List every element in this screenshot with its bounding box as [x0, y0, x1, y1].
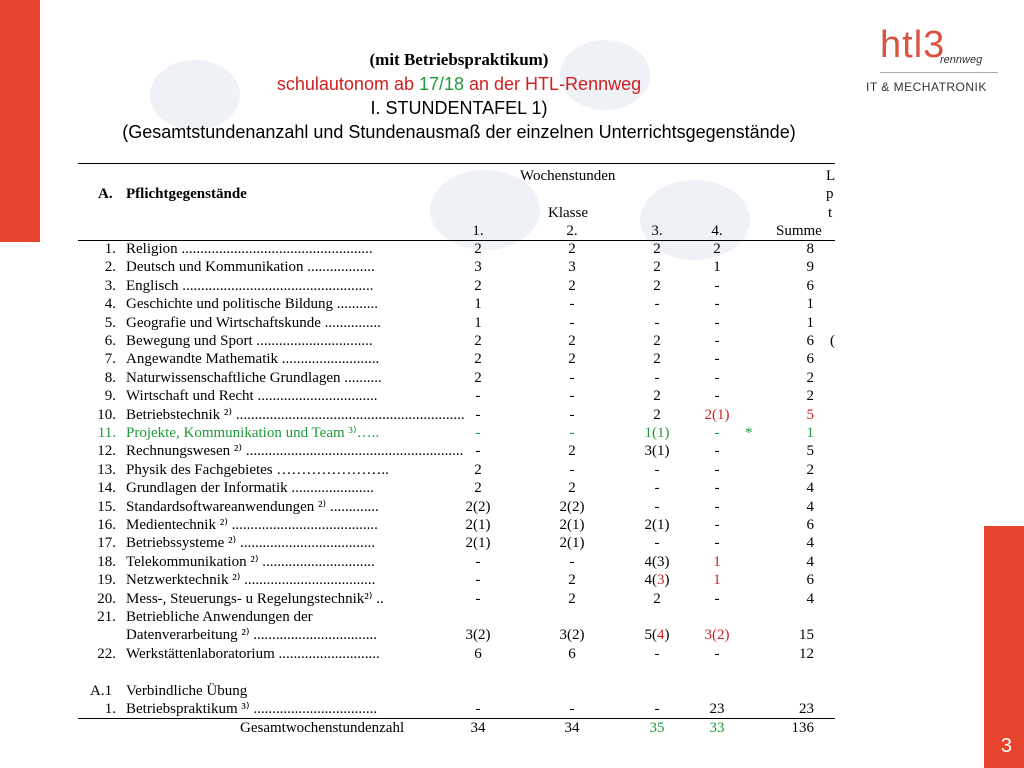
row-value-summe: 1	[806, 425, 814, 441]
row-value-col1: 2	[474, 369, 482, 386]
row-value-col2: 3	[568, 259, 576, 276]
row-number: 11.	[97, 425, 116, 441]
header-cut-p: p	[826, 186, 834, 202]
total-summe: 136	[791, 720, 814, 736]
row-value-col4: 2(1)	[704, 406, 730, 423]
header-wochenstunden: Wochenstunden	[520, 168, 616, 184]
row-value-summe: 5	[806, 406, 814, 423]
row-number: 14.	[97, 480, 116, 497]
row-value-col2: 2	[568, 351, 576, 368]
header-col-1: 1.	[472, 223, 484, 239]
row-value-col3: 2	[653, 259, 661, 276]
row-value-col3: -	[654, 645, 660, 662]
title2-part-a: schulautonom ab	[276, 74, 419, 94]
row-value-col1: -	[475, 553, 481, 570]
row-value-col3: 2	[653, 388, 661, 405]
row-value-col4: -	[714, 277, 720, 294]
row-value-col4: 2	[713, 241, 721, 257]
row-value-col3: 2(1)	[644, 517, 670, 533]
row-number: 21.	[97, 609, 116, 625]
row-value-col4: 1	[713, 259, 721, 276]
row-value-summe: 4	[806, 590, 814, 607]
row-value-col1: 2	[474, 461, 482, 478]
row-number: 3.	[104, 277, 116, 294]
title-stundentafel: I. STUNDENTAFEL 1)	[370, 98, 548, 118]
row-value-col4: -	[714, 535, 720, 552]
row-number: 17.	[97, 535, 116, 552]
title-gesamtstundenanzahl: (Gesamtstundenanzahl und Stundenausmaß der einzelnen Unterrichtsgegenstände)	[122, 122, 796, 142]
row-value-col2: -	[569, 553, 575, 570]
row-value-col3: -	[654, 461, 660, 478]
cloud-shape	[150, 60, 240, 130]
row-value-summe: 1	[806, 296, 814, 313]
a1-section: A.1	[90, 683, 113, 699]
header-section: A.	[98, 186, 113, 202]
row-value-col2: 2(1)	[559, 535, 585, 552]
row-value-col3: 2	[653, 351, 661, 368]
row-value-col3: 2	[653, 277, 661, 294]
row-value-col3: 2	[653, 333, 661, 349]
header-col-2: 2.	[566, 223, 578, 239]
page-number: 3	[1000, 735, 1012, 757]
a1-value-summe: 23	[799, 701, 814, 717]
row-value-col4: -	[714, 314, 720, 331]
row-label: Standardsoftwareanwendungen ²⁾ .............	[126, 498, 379, 515]
row-value-col3: -	[654, 498, 660, 515]
row-number: 12.	[97, 443, 116, 460]
row-value-col4: -	[714, 296, 720, 313]
row-label: Datenverarbeitung ²⁾ .................................	[126, 627, 378, 644]
row-value-col3: -	[654, 369, 660, 386]
row-number: 1.	[104, 241, 116, 257]
row-number: 22.	[97, 645, 116, 662]
row-value-col2: 6	[568, 645, 576, 662]
total-label: Gesamtwochenstundenzahl	[240, 720, 405, 736]
row-label: Netzwerktechnik ²⁾ ...................................	[126, 572, 376, 589]
row-value-col4: -	[714, 517, 720, 533]
header-col-summe: Summe	[776, 223, 822, 239]
row-label: Projekte, Kommunikation und Team ³⁾…..	[126, 425, 380, 441]
row-value-col1: 2(1)	[465, 535, 491, 552]
row-label: Deutsch und Kommunikation ..................	[126, 259, 375, 276]
total-col2: 34	[564, 720, 580, 736]
row-value-col3: 3(1)	[644, 443, 670, 460]
row-value-col4: -	[714, 498, 720, 515]
row-number: 10.	[97, 406, 116, 423]
row-value-col2: -	[569, 314, 575, 331]
a1-value-col4: 23	[709, 701, 725, 717]
total-col3: 35	[649, 720, 665, 736]
row-value-col1: 6	[474, 645, 482, 662]
a1-value-col1: -	[475, 701, 481, 717]
row-label: Naturwissenschaftliche Grundlagen ..........	[126, 369, 382, 386]
row-value-col1: 2	[474, 351, 482, 368]
row-label: Mess-, Steuerungs- u Regelungstechnik²⁾ ..	[126, 590, 384, 607]
row-value-summe: 2	[806, 388, 814, 405]
row-value-col2: 2(1)	[559, 517, 585, 533]
row-value-col2: -	[569, 296, 575, 313]
row-value-col2: -	[569, 406, 575, 423]
header-klasse: Klasse	[548, 205, 588, 221]
row-number: 19.	[97, 572, 116, 589]
row-value-summe: 9	[806, 259, 814, 276]
row-value-col4: -	[714, 443, 720, 460]
row-value-col1: 2	[474, 277, 482, 294]
row-label: Rechnungswesen ²⁾ ..........................................................	[126, 443, 464, 460]
row-value-summe: 4	[806, 498, 814, 515]
row-value-col4: -	[714, 425, 720, 441]
table-top-rule	[78, 163, 835, 164]
row-label: Physik des Fachgebietes …………………..	[126, 461, 389, 478]
row-number: 7.	[104, 351, 116, 368]
header-section-label: Pflichtgegenstände	[126, 186, 247, 202]
row-label: Betriebliche Anwendungen der	[126, 609, 313, 625]
row-label: Englisch ...................................................	[126, 277, 374, 294]
row-value-col2: 3(2)	[559, 627, 585, 644]
a1-value-col3: -	[654, 701, 660, 717]
row-value-summe: 6	[806, 277, 814, 294]
row-value-col4: 1	[713, 572, 721, 589]
row-number: 8.	[104, 369, 116, 386]
row-value-col2: 2	[568, 277, 576, 294]
row-value-summe: 15	[799, 627, 814, 644]
row-label: Angewandte Mathematik ..........................	[126, 351, 380, 368]
row-value-col3: -	[654, 314, 660, 331]
row-value-col3: 2	[653, 406, 661, 423]
total-col1: 34	[470, 720, 486, 736]
row-value-col2: -	[569, 388, 575, 405]
row-value-summe: 12	[799, 645, 814, 662]
header-col-4: 4.	[711, 223, 723, 239]
a1-row-label: Betriebspraktikum ³⁾ .................................	[126, 701, 378, 717]
row-value-col2: 2	[568, 590, 576, 607]
row-extra-mark: (	[830, 333, 835, 349]
row-value-col2: 2	[568, 572, 576, 589]
row-label: Betriebssysteme ²⁾ ....................................	[126, 535, 375, 552]
a1-row-number: 1.	[104, 701, 116, 717]
row-value-col1: 2	[474, 480, 482, 497]
row-value-summe: 4	[806, 553, 814, 570]
row-value-col1: -	[475, 443, 481, 460]
row-number: 6.	[104, 333, 116, 349]
row-value-summe: 6	[806, 351, 814, 368]
row-value-summe: 2	[806, 461, 814, 478]
row-value-col1: 2(1)	[465, 517, 491, 533]
row-value-summe: 2	[806, 369, 814, 386]
row-value-col1: -	[475, 425, 481, 441]
row-label: Grundlagen der Informatik ......................	[126, 480, 374, 497]
row-label: Wirtschaft und Recht ................................	[126, 388, 378, 405]
row-value-col3: 1(1)	[644, 425, 670, 441]
row-label: Bewegung und Sport ...............................	[126, 333, 373, 349]
row-value-summe: 6	[806, 517, 814, 533]
row-label: Geschichte und politische Bildung ...........	[126, 296, 379, 313]
row-number: 16.	[97, 517, 116, 533]
row-label: Werkstättenlaboratorium ...........................	[126, 645, 380, 662]
row-number: 15.	[97, 498, 116, 515]
accent-bar-right	[984, 526, 1024, 768]
row-value-col4: -	[714, 369, 720, 386]
row-value-col1: 2	[474, 333, 482, 349]
row-value-col3: 2	[653, 241, 661, 257]
row-value-col4: -	[714, 590, 720, 607]
row-value-col4: -	[714, 461, 720, 478]
header-cut-l: L	[826, 168, 836, 184]
row-number: 9.	[104, 388, 116, 405]
row-value-summe: 1	[806, 314, 814, 331]
row-value-col1: 3	[474, 259, 482, 276]
row-value-summe: 5	[806, 443, 814, 460]
row-value-summe: 4	[806, 480, 814, 497]
row-number: 2.	[104, 259, 116, 276]
title2-year: 17/18	[418, 74, 465, 94]
header-cut-t: t	[828, 205, 833, 221]
row-value-col3: 4(3)	[644, 553, 670, 570]
row-number: 13.	[97, 461, 116, 478]
row-value-col2: 2	[568, 443, 576, 460]
row-value-col1: -	[475, 572, 481, 589]
row-value-col3: 5(4)	[644, 627, 670, 644]
row-value-col3: -	[654, 480, 660, 497]
row-value-col4: -	[714, 333, 720, 349]
row-value-col2: -	[569, 461, 575, 478]
row-value-col1: 1	[474, 314, 482, 331]
row-value-summe: 4	[806, 535, 814, 552]
row-label: Medientechnik ²⁾ .......................................	[126, 517, 378, 533]
row-value-col2: -	[569, 369, 575, 386]
row-value-col4: -	[714, 480, 720, 497]
total-col4: 33	[709, 720, 725, 736]
logo-main-text: htl3	[880, 24, 946, 66]
row-value-col2: 2	[568, 333, 576, 349]
a1-label: Verbindliche Übung	[126, 683, 248, 699]
row-value-col4: -	[714, 351, 720, 368]
row-value-col3: 2	[653, 590, 661, 607]
row-number: 4.	[104, 296, 116, 313]
row-value-col1: -	[475, 388, 481, 405]
row-value-col3: -	[654, 535, 660, 552]
a1-value-col2: -	[569, 701, 575, 717]
row-value-col1: 2(2)	[465, 498, 491, 515]
row-value-col1: 3(2)	[465, 627, 491, 644]
row-value-col1: 2	[474, 241, 482, 257]
row-label: Religion ...................................................	[126, 241, 373, 257]
row-number: 18.	[97, 553, 116, 570]
row-label: Betriebstechnik ²⁾ .............................................................	[126, 406, 465, 423]
row-value-col3: 4(3)	[644, 572, 670, 589]
row-value-col2: 2	[568, 241, 576, 257]
title-schulautonom	[0, 74, 918, 95]
row-value-col4: 3(2)	[704, 627, 730, 644]
row-value-summe: 8	[806, 241, 814, 257]
title2-part-c: an der HTL-Rennweg	[464, 74, 642, 94]
row-value-col4: -	[714, 388, 720, 405]
row-number: 20.	[97, 590, 116, 607]
row-value-summe: 6	[806, 572, 814, 589]
logo-sub-text: rennweg	[940, 54, 983, 66]
row-value-summe: 6	[806, 333, 814, 349]
logo-caption: IT & MECHATRONIK	[866, 80, 987, 94]
row-value-col1: 1	[474, 296, 482, 313]
row-value-col2: -	[569, 425, 575, 441]
row-value-col1: -	[475, 406, 481, 423]
title-mit-betriebspraktikum: (mit Betriebspraktikum)	[369, 50, 549, 69]
row-value-col1: -	[475, 590, 481, 607]
row-label: Telekommunikation ²⁾ ..............................	[126, 553, 375, 570]
row-value-col2: 2(2)	[559, 498, 585, 515]
row-value-col3: -	[654, 296, 660, 313]
row-number: 5.	[104, 314, 116, 331]
accent-bar-left	[0, 0, 40, 242]
row-value-col2: 2	[568, 480, 576, 497]
logo-divider	[880, 72, 998, 73]
row-value-col4: 1	[713, 553, 721, 570]
row-label: Geografie und Wirtschaftskunde ...............	[126, 314, 381, 331]
row-star-mark: *	[745, 425, 753, 441]
row-value-col4: -	[714, 645, 720, 662]
header-col-3: 3.	[651, 223, 663, 239]
